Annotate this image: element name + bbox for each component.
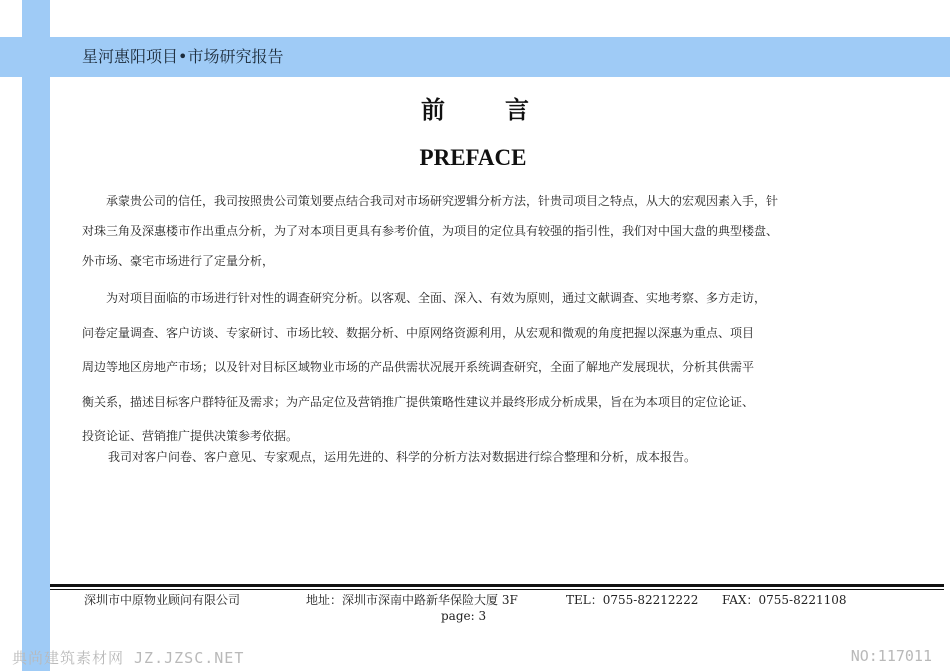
watermark-site: 典尚建筑素材网 JZ.JZSC.NET bbox=[12, 649, 245, 667]
footer-address: 地址：深圳市深南中路新华保险大厦 3F bbox=[306, 593, 518, 607]
paragraph-line: 为对项目面临的市场进行针对性的调查研究分析。以客观、全面、深入、有效为原则，通过文献调查、实地考察、多方走访， bbox=[82, 291, 767, 305]
page-title-english: PREFACE bbox=[419, 145, 527, 170]
paragraph-line: 衡关系，描述目标客户群特征及需求；为产品定位及营销推广提供策略性建议并最终形成分析成果，旨在为本项目的定位论证、 bbox=[82, 394, 755, 409]
paragraph-line: 对珠三角及深惠楼市作出重点分析，为了对本项目更具有参考价值，为项目的定位具有较强的指引性，我们对中国大盘的典型楼盘、 bbox=[82, 224, 779, 238]
paragraph-line: 外市场、豪宅市场进行了定量分析， bbox=[82, 254, 275, 268]
preface-paragraph-2 bbox=[82, 281, 872, 454]
preface-paragraph-3: 我司对客户问卷、客户意见、专家观点，运用先进的、科学的分析方法对数据进行综合整理和分析，成本报告。 bbox=[108, 450, 697, 464]
paragraph-line: 问卷定量调查、客户访谈、专家研讨、市场比较、数据分析、中原网络资源利用，从宏观和微观的角度把握以深惠为重点、项目 bbox=[82, 325, 755, 340]
footer-tel: TEL：0755-82212222 bbox=[566, 593, 699, 607]
watermark-id: NO:117011 bbox=[850, 647, 932, 665]
page-title-chinese: 前言 bbox=[421, 95, 589, 124]
footer-fax: FAX：0755-8221108 bbox=[722, 593, 847, 607]
footer-divider-thin bbox=[50, 589, 944, 590]
footer-company: 深圳市中原物业顾问有限公司 bbox=[84, 593, 241, 607]
preface-paragraph-1 bbox=[82, 186, 872, 276]
footer-divider-thick bbox=[50, 584, 944, 587]
page-number: page: 3 bbox=[441, 609, 487, 623]
paragraph-line: 投资论证、营销推广提供决策参考依据。 bbox=[82, 429, 299, 443]
report-header-title: 星河惠阳项目•市场研究报告 bbox=[82, 47, 284, 66]
paragraph-line: 承蒙贵公司的信任，我司按照贵公司策划要点结合我司对市场研究逻辑分析方法，针贵司项目之特点，从大的宏观因素入手，针 bbox=[82, 194, 779, 208]
paragraph-line: 周边等地区房地产市场；以及针对目标区域物业市场的产品供需状况展开系统调查研究，全面了解地产发展现状，分析其供需平 bbox=[82, 360, 755, 374]
